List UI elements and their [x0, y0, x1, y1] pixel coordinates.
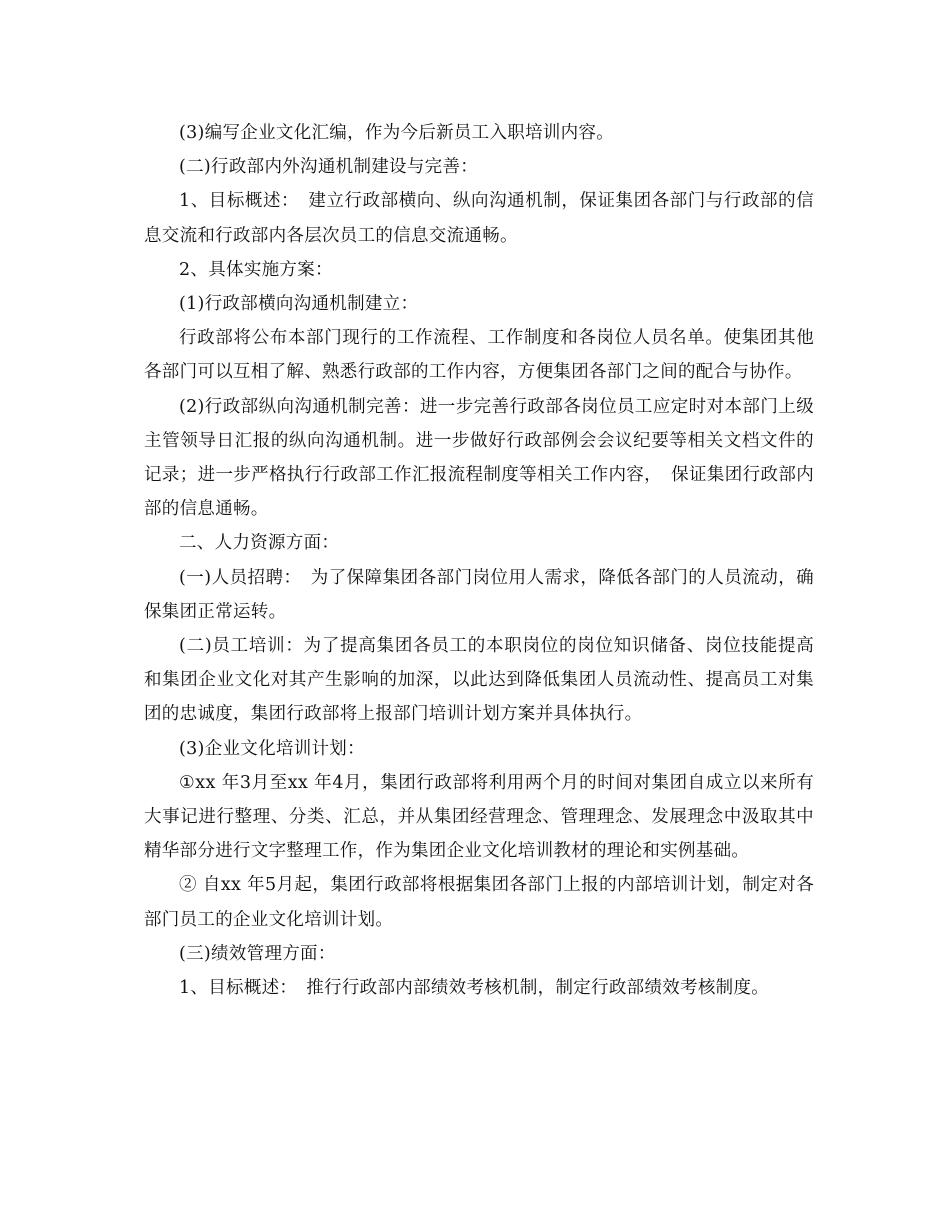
- paragraph-01: (3)编写企业文化汇编，作为今后新员工入职培训内容。: [179, 123, 615, 143]
- paragraph-14: (三)绩效管理方面：: [179, 943, 336, 964]
- paragraph-07: (2)行政部纵向沟通机制完善：进一步完善行政部各岗位员工应定时对本部门上级主管领导日汇报的纵向沟通机制。进一步做好行政部例会会议纪要等相关文档文件的记录；进一步严格执行行政部工作汇报流程制度等相关工作内容， 保证集团行政部内部的信息通畅。: [144, 396, 814, 520]
- paragraph-13: ② 自xx 年5月起，集团行政部将根据集团各部门上报的内部培训计划，制定对各部门员工的企业文化培训计划。: [144, 875, 814, 930]
- paragraph-11: (3)企业文化培训计划：: [179, 738, 365, 759]
- paragraph-03: 1、目标概述： 建立行政部横向、纵向沟通机制，保证集团各部门与行政部的信息交流和行政部内各层次员工的信息交流通畅。: [144, 191, 814, 246]
- paragraph-10: (二)员工培训：为了提高集团各员工的本职岗位的岗位知识储备、岗位技能提高和集团企业文化对其产生影响的加深，以此达到降低集团人员流动性、提高员工对集团的忠诚度，集团行政部将上报部门培训计划方案并具体执行。: [144, 636, 814, 725]
- paragraph-06: 行政部将公布本部门现行的工作流程、工作制度和各岗位人员名单。使集团其他各部门可以互相了解、熟悉行政部的工作内容，方便集团各部门之间的配合与协作。: [144, 328, 814, 383]
- paragraph-12: ①xx 年3月至xx 年4月，集团行政部将利用两个月的时间对集团自成立以来所有大事记进行整理、分类、汇总，并从集团经营理念、管理理念、发展理念中汲取其中精华部分进行文字整理工作，作为集团企业文化培训教材的理论和实例基础。: [144, 772, 814, 862]
- paragraph-08: 二、人力资源方面：: [179, 533, 340, 554]
- paragraph-15: 1、目标概述： 推行行政部内部绩效考核机制，制定行政部绩效考核制度。: [179, 978, 770, 999]
- paragraph-02: (二)行政部内外沟通机制建设与完善：: [179, 157, 479, 178]
- document-body: [144, 116, 814, 1005]
- paragraph-05: (1)行政部横向沟通机制建立：: [179, 294, 419, 315]
- paragraph-04: 2、具体实施方案：: [179, 259, 333, 280]
- paragraph-09: (一)人员招聘： 为了保障集团各部门岗位用人需求，降低各部门的人员流动，确保集团正常运转。: [144, 567, 814, 622]
